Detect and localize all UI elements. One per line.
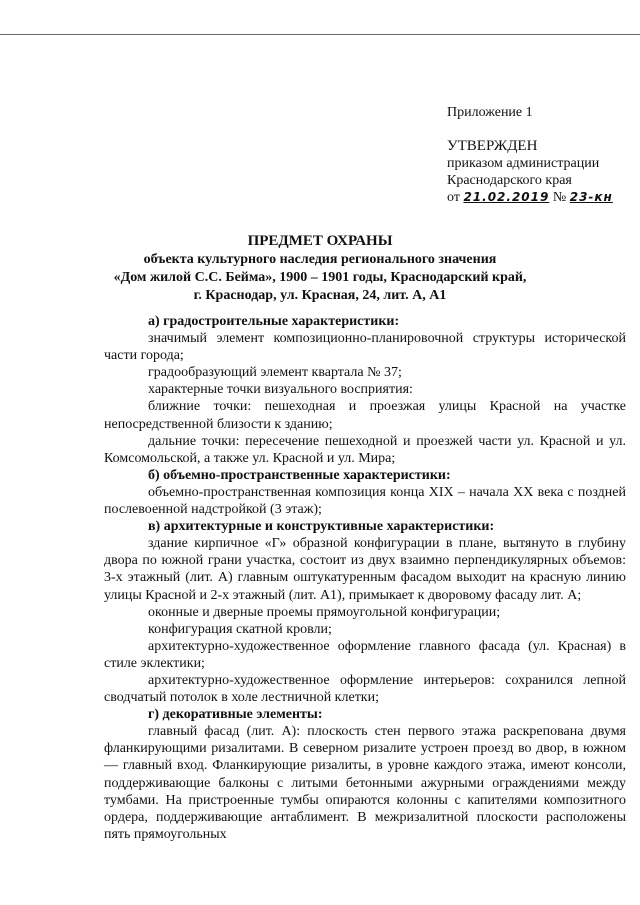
- section-a-item-4: ближние точки: пешеходная и проезжая улицы Красной на участке непосредственной близости к зданию;: [104, 399, 626, 432]
- handwritten-number: 23-кн: [569, 190, 613, 204]
- appendix-label: Приложение 1: [447, 105, 533, 120]
- order-line-2: Краснодарского края: [447, 173, 572, 188]
- section-v-item-4: архитектурно-художественное оформление главного фасада (ул. Красная) в стиле эклектики;: [104, 638, 626, 671]
- title-line-3: «Дом жилой С.С. Бейма», 1900 – 1901 годы, Краснодарский край,: [113, 270, 527, 285]
- document-body: [104, 313, 626, 843]
- section-a-item-5: дальние точки: пересечение пешеходной и проезжей части ул. Красной и ул. Комсомольской, а также ул. Красной и ул. Мира;: [104, 433, 626, 466]
- title-line-2: объекта культурного наследия регионального значения: [143, 252, 497, 267]
- handwritten-date: 21.02.2019: [463, 190, 550, 204]
- from-label: от: [447, 190, 460, 205]
- number-sign: №: [552, 190, 567, 205]
- section-a-heading: а) градостроительные характеристики:: [148, 314, 400, 329]
- scan-edge-line: [0, 34, 640, 35]
- section-b-heading: б) объемно-пространственные характеристики:: [148, 467, 451, 483]
- section-b-item-1: объемно-пространственная композиция конца XIX – начала XX века с поздней послевоенной надстройкой (3 этаж);: [104, 484, 626, 518]
- section-v-item-2: оконные и дверные проемы прямоугольной конфигурации;: [148, 604, 501, 620]
- section-a-item-1: значимый элемент композиционно-планировочной структуры исторической части города;: [104, 331, 626, 364]
- page-title: ПРЕДМЕТ ОХРАНЫ: [247, 233, 393, 249]
- approved-label: УТВЕРЖДЕН: [447, 138, 538, 154]
- section-v-item-5: архитектурно-художественное оформление интерьеров: сохранился лепной сводчатый потолок в холе лестничной клетки;: [104, 672, 626, 706]
- order-line-1: приказом администрации: [447, 156, 600, 171]
- section-a-item-2: градообразующий элемент квартала № 37;: [148, 365, 402, 381]
- section-v-item-1: здание кирпичное «Г» образной конфигурации в плане, вытянуто в глубину двора по южной грани участка, состоит из двух взаимно перпендикулярных объемов: 3-х этажный (лит. А) главным оштукатуренным фасадом выходит на красную линию улицы Красной и 2-х этажный (лит. А1), примыкает к дворовому фасаду лит. А;: [104, 536, 626, 603]
- section-v-item-3: конфигурация скатной кровли;: [148, 621, 332, 637]
- section-a-item-3: характерные точки визуального восприятия:: [148, 382, 413, 398]
- approval-stamp-block: [447, 104, 637, 206]
- title-line-4: г. Краснодар, ул. Красная, 24, лит. А, А1: [193, 288, 447, 303]
- section-g-heading: г) декоративные элементы:: [148, 707, 323, 723]
- document-title: [100, 232, 540, 305]
- section-g-item-1: главный фасад (лит. А): плоскость стен первого этажа раскрепована двумя фланкирующими ризалитами. В северном ризалите устроен проезд во двор, в южном — главный вход. Фланкирующие ризалиты, в уровне каждого этажа, имеют консоли, поддерживающие балконы с литыми бетонными ажурными ограждениями между тумбами. На пристроенные тумбы опираются колонны с капителями композитного ордера, поддерживающие антаблимент. В межризалитной плоскости расположены пять прямоугольных: [104, 724, 626, 842]
- order-date-number: [447, 189, 637, 206]
- section-v-heading: в) архитектурные и конструктивные характеристики:: [148, 519, 495, 535]
